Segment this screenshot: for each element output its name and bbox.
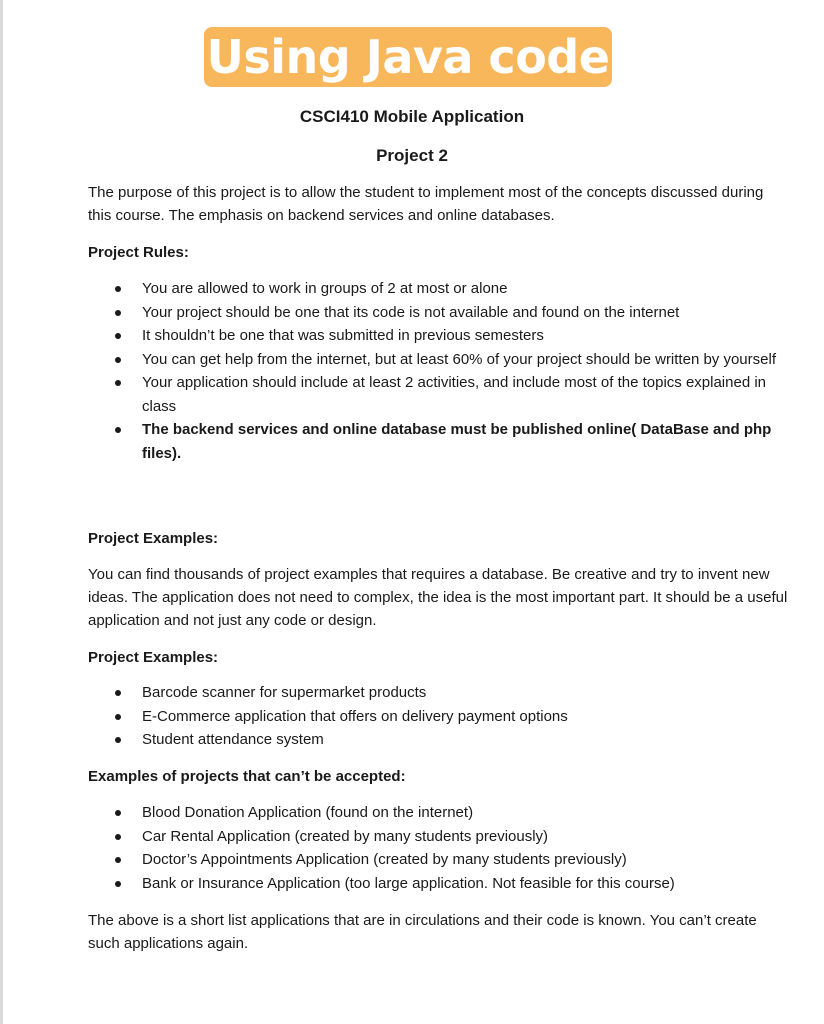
bullet-icon [115, 333, 121, 339]
bullet-icon [115, 310, 121, 316]
rule-text: You are allowed to work in groups of 2 at most or alone [142, 280, 508, 297]
list-item [88, 418, 788, 465]
closing-paragraph: The above is a short list applications that are in circulations and their code is known. You can’t create such applications again. [88, 912, 757, 952]
examples-list [88, 681, 788, 752]
list-item [88, 705, 788, 729]
list-item [88, 872, 788, 896]
bullet-icon [115, 857, 121, 863]
list-item [88, 801, 788, 825]
rule-text: Your project should be one that its code is not available and found on the internet [142, 303, 680, 321]
example-text: Student attendance system [142, 731, 324, 748]
rejected-text: Blood Donation Application (found on the internet) [142, 804, 474, 821]
examples-heading-2: Project Examples: [88, 649, 219, 666]
example-text: Barcode scanner for supermarket products [142, 684, 427, 701]
project-title: Project 2 [376, 146, 448, 165]
bullet-icon [115, 286, 121, 292]
list-item [88, 681, 788, 705]
bullet-icon [115, 357, 121, 363]
list-item [88, 728, 788, 752]
bullet-icon [115, 737, 121, 743]
list-item [88, 371, 788, 418]
bullet-icon [115, 881, 121, 887]
list-item [88, 301, 788, 325]
rejected-list [88, 801, 788, 895]
bullet-icon [115, 834, 121, 840]
title-banner [204, 27, 612, 87]
examples-heading: Project Examples: [88, 530, 219, 547]
rules-list [88, 277, 788, 465]
rejected-text: Car Rental Application (created by many students previously) [142, 827, 549, 845]
list-item [88, 277, 788, 301]
rejected-heading: Examples of projects that can’t be accepted: [88, 768, 406, 785]
rule-text: The backend services and online database must be published online( DataBase and php files). [142, 421, 772, 462]
rules-heading: Project Rules: [88, 244, 189, 261]
bullet-icon [115, 810, 121, 816]
bullet-icon [115, 380, 121, 386]
rejected-text: Doctor’s Appointments Application (created by many students previously) [142, 851, 627, 868]
bullet-icon [115, 690, 121, 696]
rule-text: Your application should include at least 2 activities, and include most of the topics explained in class [142, 374, 767, 415]
banner-text: Using Java code [206, 30, 610, 84]
list-item [88, 848, 788, 872]
list-item [88, 324, 788, 348]
bullet-icon [115, 427, 121, 433]
examples-paragraph: You can find thousands of project examples that requires a database. Be creative and try to invent new ideas. The application does not need to complex, the idea is the most important part. It should be a useful application and not just any code or design. [88, 566, 788, 629]
example-text: E-Commerce application that offers on delivery payment options [142, 707, 568, 725]
list-item [88, 348, 788, 372]
intro-paragraph: The purpose of this project is to allow the student to implement most of the concepts discussed during this course. The emphasis on backend services and online databases. [88, 184, 764, 224]
bullet-icon [115, 714, 121, 720]
rule-text: It shouldn’t be one that was submitted in previous semesters [142, 327, 544, 344]
list-item [88, 825, 788, 849]
course-title: CSCI410 Mobile Application [299, 107, 525, 126]
rejected-text: Bank or Insurance Application (too large application. Not feasible for this course) [142, 874, 675, 892]
rule-text: You can get help from the internet, but at least 60% of your project should be written by yourself [142, 350, 776, 368]
